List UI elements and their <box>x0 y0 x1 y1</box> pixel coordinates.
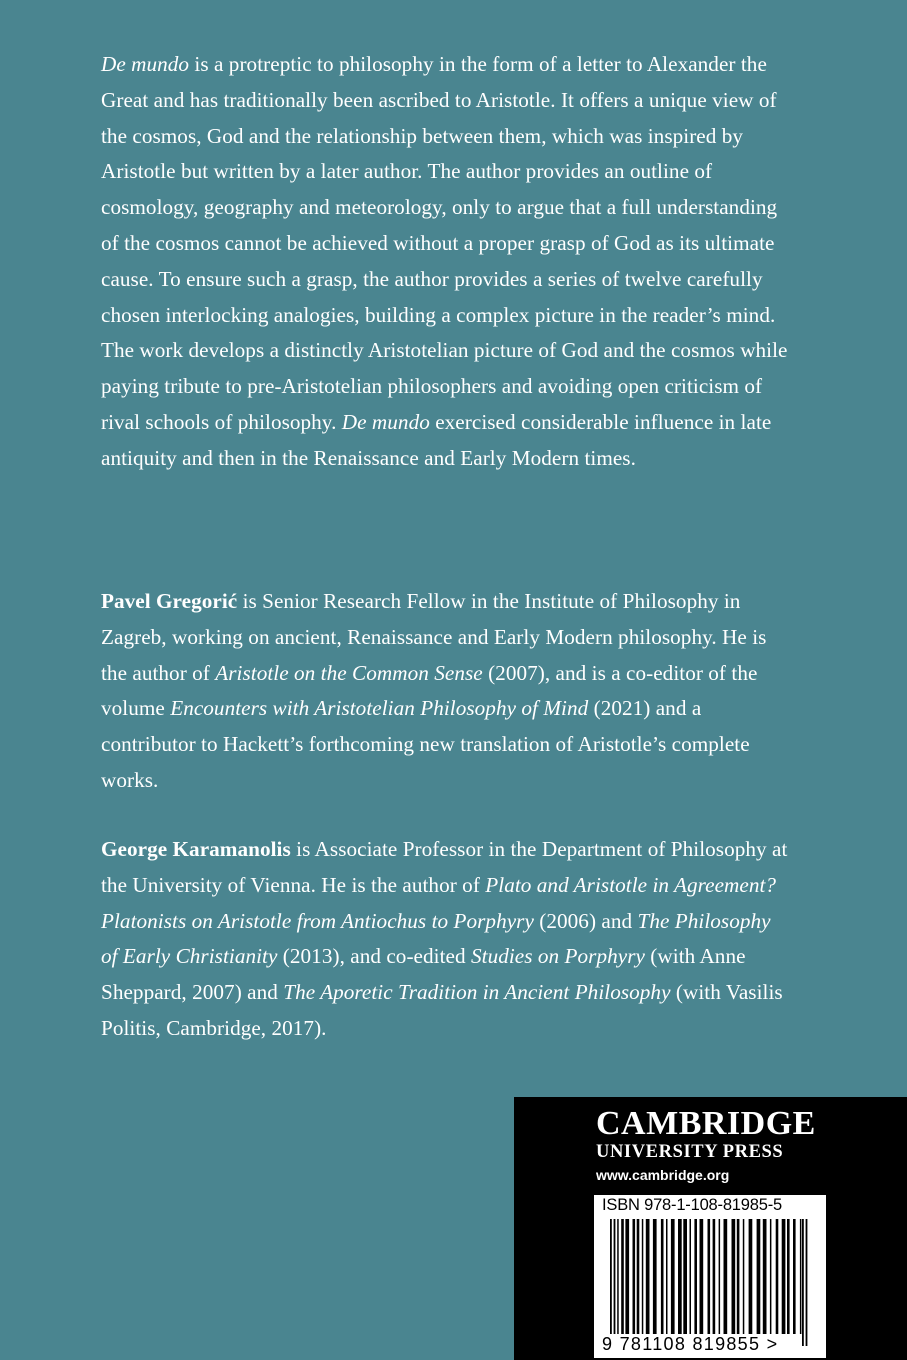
bio-text: (with Vasilis Politis, Cambridge, 2017). <box>101 980 783 1040</box>
book-title: De mundo <box>341 409 430 434</box>
barcode-bar <box>700 1219 704 1334</box>
barcode-bar <box>713 1219 716 1334</box>
book-title: The Aporetic Tradition in Ancient Philosophy <box>283 980 671 1005</box>
publisher-logo-subtitle: UNIVERSITY PRESS <box>596 1142 784 1162</box>
barcode-bar <box>763 1219 767 1334</box>
barcode-bar <box>633 1219 636 1334</box>
bio-paragraph <box>101 584 791 799</box>
book-title: Encounters with Aristotelian Philosophy of Mind <box>170 696 589 721</box>
barcode-bar <box>666 1219 668 1334</box>
barcode-bar <box>637 1219 640 1334</box>
barcode-bar <box>642 1219 644 1334</box>
description-text: exercised considerable influence in late antiquity and then in the Renaissance and Early Modern times. <box>101 409 772 470</box>
barcode-bar <box>621 1219 624 1334</box>
barcode-bar <box>770 1219 772 1334</box>
barcode-bar <box>724 1219 728 1334</box>
isbn-label: ISBN 978-1-108-81985-5 <box>602 1196 782 1214</box>
barcode-bar <box>806 1219 808 1346</box>
barcode <box>594 1195 826 1358</box>
barcode-bar <box>671 1219 675 1334</box>
barcode-bar <box>802 1219 804 1346</box>
barcode-bar <box>661 1219 664 1334</box>
barcode-bar <box>757 1219 761 1334</box>
bio-text: (with Anne Sheppard, 2007) and <box>101 944 746 1005</box>
bio-text: (2006) and <box>533 908 638 933</box>
barcode-bar <box>646 1219 650 1334</box>
barcode-bar <box>749 1219 753 1334</box>
bio-paragraph <box>101 832 791 1047</box>
bio-text: is Senior Research Fellow in the Institute of Philosophy in Zagreb, working on ancient, Renaissance and Early Modern philosophy. He is the author of <box>101 589 767 685</box>
barcode-bar <box>694 1219 697 1334</box>
barcode-bar <box>743 1219 745 1334</box>
author-name: Pavel Gregorić <box>101 589 238 613</box>
barcode-bar <box>793 1219 796 1334</box>
barcode-bar <box>683 1219 687 1334</box>
book-title: Plato and Aristotle in Agreement? Platonists on Aristotle from Antiochus to Porphyry <box>101 872 777 933</box>
barcode-bar <box>732 1219 736 1334</box>
barcode-digits: 9 781108 819855 > <box>602 1334 779 1354</box>
publisher-panel <box>514 1097 907 1360</box>
publisher-url: www.cambridge.org <box>596 1167 730 1183</box>
author-bio-karamanolis <box>101 832 791 1047</box>
barcode-bar <box>782 1219 786 1334</box>
book-title: Studies on Porphyry <box>470 944 645 969</box>
bio-text: (2013), and co-edited <box>277 944 471 969</box>
barcode-bar <box>617 1219 619 1334</box>
barcode-bar <box>708 1219 711 1346</box>
barcode-bar <box>690 1219 692 1334</box>
barcode-bar <box>776 1219 779 1334</box>
book-title: De mundo <box>101 52 190 76</box>
publisher-logo-name: CAMBRIDGE <box>596 1105 816 1142</box>
barcode-bar <box>800 1219 802 1334</box>
book-title: The Philosophy of Early Christianity <box>101 908 771 969</box>
author-bio-gregoric <box>101 584 791 799</box>
book-title: Aristotle on the Common Sense <box>215 660 483 685</box>
barcode-bar <box>614 1219 616 1346</box>
author-name: George Karamanolis <box>101 837 291 861</box>
description-paragraph <box>101 47 791 477</box>
bio-text: (2007), and is a co-editor of the volume <box>101 660 758 721</box>
book-description <box>101 47 791 477</box>
barcode-bar <box>653 1219 657 1334</box>
description-text: is a protreptic to philosophy in the form of a letter to Alexander the Great and has traditionally been ascribed to Aristotle. It offers a unique view of the cosmos, God and the relationship between them, which was inspired by Aristotle but written by a later author. The author provides an outline of cosmology, geography and meteorology, only to argue that a full understanding of the cosmos cannot be achieved without a proper grasp of God as its ultimate cause. To ensure such a grasp, the author provides a series of twelve carefully chosen interlocking analogies, building a complex picture in the reader’s mind. The work develops a distinctly Aristotelian picture of God and the cosmos while paying tribute to pre-Aristotelian philosophers and avoiding open criticism of rival schools of philosophy. <box>101 52 788 434</box>
barcode-bar <box>610 1219 612 1346</box>
barcode-bar <box>678 1219 682 1334</box>
barcode-bar <box>787 1219 790 1334</box>
barcode-bar <box>737 1219 740 1334</box>
barcode-bar <box>625 1219 629 1334</box>
bio-text: (2021) and a contributor to Hackett’s forthcoming new translation of Aristotle’s complete works. <box>101 696 750 792</box>
bio-text: is Associate Professor in the Department of Philosophy at the University of Vienna. He is the author of <box>101 837 788 897</box>
barcode-bar <box>719 1219 721 1334</box>
